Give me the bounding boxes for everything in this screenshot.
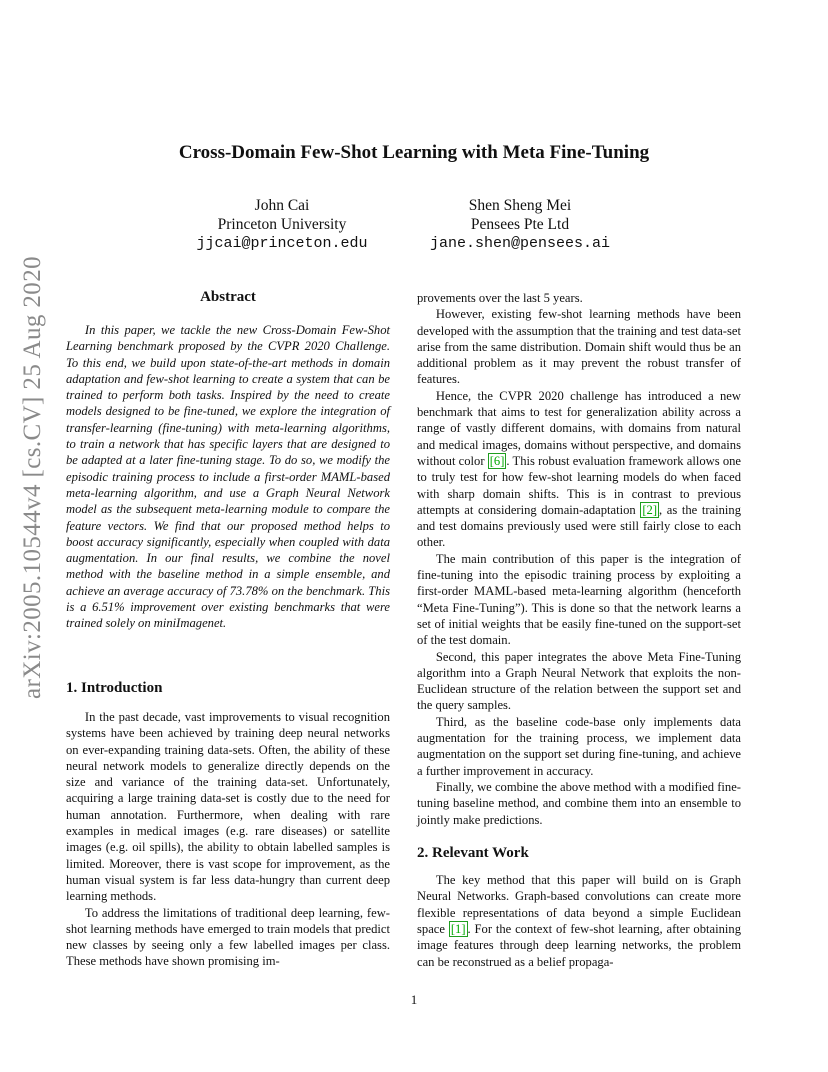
page-number: 1 (410, 992, 418, 1007)
intro-paragraph-1: In the past decade, vast improvements to visual recognition systems have been achieved by training deep neural networks on ever-expanding training data-sets. Often, the ability of these neural network models to generalize directly depends on the size and variance of the training data-set. Unfortunately, acquiring a large training data-set is costly due to the need for human annotation. Furthermore, when dealing with rare examples in medical images (e.g. rare diseases) or satellite images (e.g. oil spills), the ability to obtain labelled samples is limited. Moreover, there is vast scope for improvement, as the human visual system is far less data-hungry than current deep learning methods. (66, 710, 390, 904)
citation-link[interactable]: [2] (642, 502, 658, 517)
right-column (417, 290, 741, 970)
intro-paragraph-2: To address the limitations of traditional deep learning, few-shot learning methods have emerged to train models that predict new classes by seeing only a few labelled images per class. These methods have shown promising im- (66, 905, 390, 969)
text-run: , as the training and test domains previously used were still fairly close to each other. (417, 502, 741, 550)
text-run: Hence, the CVPR 2020 challenge has introduced a new benchmark that aims to test for generalization ability across a range of vastly different domains, with domains from natural and medical images, domains without perspective, and domains without color (417, 388, 741, 468)
author-email[interactable]: jane.shen@pensees.ai (429, 235, 611, 252)
author-name: Shen Sheng Mei (468, 197, 572, 214)
intro-paragraph-4 (417, 388, 741, 551)
related-work-paragraph-1 (417, 872, 741, 970)
text-run: . This robust evaluation framework allows one to truly test for how few-shot learning models do when faced with sharp domain shifts. This is in contrast to previous attempts at considering domain-adaptation (417, 453, 742, 517)
intro-paragraph-5: The main contribution of this paper is the integration of fine-tuning into the episodic training process by exploiting a first-order MAML-based meta-learning algorithm (henceforth “Meta Fine-Tuning”). This is done so that the network learns a set of initial weights that be easily fine-tuned on the support-set of the test domain. (417, 551, 741, 648)
citation-link[interactable]: [6] (489, 453, 505, 468)
author-affiliation: Princeton University (217, 216, 347, 233)
author-affiliation: Pensees Pte Ltd (470, 216, 570, 233)
text-run: . For the context of few-shot learning, after obtaining image features through deep learning networks, the problem can be reconstrued as a belief propaga- (417, 921, 742, 969)
intro-paragraph-3: However, existing few-shot learning methods have been developed with the assumption that the training and test data-set arise from the same distribution. Domain shift would thus be an additional problem as it may prevent the robust transfer of features. (417, 307, 741, 387)
introduction-left-column (66, 709, 390, 970)
abstract-body (66, 322, 390, 632)
author-email[interactable]: jjcai@princeton.edu (196, 235, 368, 252)
intro-paragraph-8: Finally, we combine the above method with a modified fine-tuning baseline method, and combine them into an ensemble to jointly make predictions. (417, 779, 741, 827)
author-name: John Cai (254, 197, 310, 214)
paper-title: Cross-Domain Few-Shot Learning with Meta Fine-Tuning (178, 142, 650, 163)
abstract-heading: Abstract (200, 289, 256, 305)
author-block-2 (380, 196, 660, 253)
intro-paragraph-7: Third, as the baseline code-base only implements data augmentation for the training process, we implement data augmentation on the support set during fine-tuning, and achieve a further improvement in accuracy. (417, 714, 741, 778)
text-run: The key method that this paper will build on is Graph Neural Networks. Graph-based convolutions can create more flexible representations of data beyond a simple Euclidean space (417, 873, 741, 936)
intro-paragraph-2-continued: provements over the last 5 years. (417, 291, 583, 305)
abstract-paragraph: In this paper, we tackle the new Cross-Domain Few-Shot Learning benchmark proposed by the CVPR 2020 Challenge. To this end, we build upon state-of-the-art methods in domain adaptation and few-shot learning to create a system that can be trained to perform both tasks. Inspired by the need to create models designed to be fine-tuned, we explore the integration of transfer-learning (fine-tuning) with meta-learning algorithms, to train a network that has specific layers that are designed to be adapted at a later fine-tuning stage. To do so, we modify the episodic training process to include a first-order MAML-based meta-learning algorithm, and use a Graph Neural Network model as the subsequent meta-learning module to compare the feature vectors. We find that our proposed method helps to boost accuracy significantly, especially when coupled with data augmentation. In our final results, we combine the novel method with the baseline method in a simple ensemble, and achieve an average accuracy of 73.78% on the benchmark. This is a 6.51% improvement over existing benchmarks that were trained solely on miniImagenet. (66, 323, 390, 631)
arxiv-side-stamp (4, 255, 62, 699)
intro-paragraph-6: Second, this paper integrates the above Meta Fine-Tuning algorithm into a Graph Neural Network that exploits the non-Euclidean structure of the relation between the support set and the query samples. (417, 649, 741, 713)
citation-link[interactable]: [1] (450, 921, 466, 936)
related-work-heading: 2. Relevant Work (417, 844, 529, 861)
introduction-heading: 1. Introduction (66, 680, 163, 696)
arxiv-identifier: arXiv:2005.10544v4 [cs.CV] 25 Aug 2020 (19, 255, 46, 699)
